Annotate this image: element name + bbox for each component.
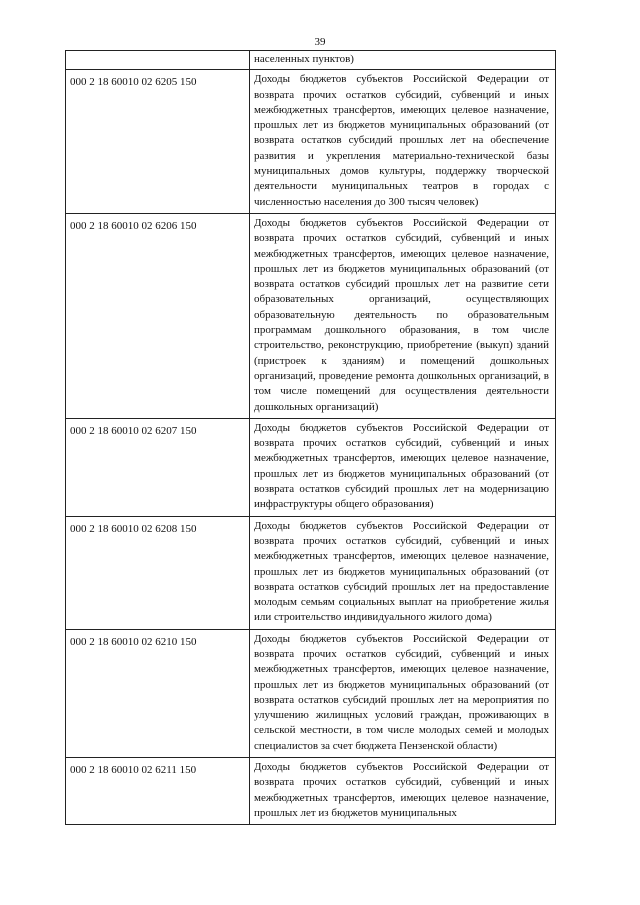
code-cell: 000 2 18 60010 02 6208 150: [66, 516, 250, 629]
code-cell: 000 2 18 60010 02 6207 150: [66, 418, 250, 516]
code-cell: 000 2 18 60010 02 6205 150: [66, 70, 250, 214]
budget-codes-table: [65, 50, 556, 825]
code-cell: [66, 51, 250, 70]
description-cell: Доходы бюджетов субъектов Российской Федерации от возврата прочих остатков субсидий, субвенций и иных межбюджетных трансфертов, имеющих целевое назначение, прошлых лет из бюджетов муниципальных образований (от возврата остатков субсидий прошлых лет на модернизацию инфраструктуры общего образования): [250, 418, 556, 516]
table-row: [66, 516, 556, 629]
description-cell: Доходы бюджетов субъектов Российской Федерации от возврата прочих остатков субсидий, субвенций и иных межбюджетных трансфертов, имеющих целевое назначение, прошлых лет из бюджетов муниципальных образований (от возврата остатков субсидий прошлых лет на обеспечение развития и укрепления материально-технической базы муниципальных домов культуры, поддержку творческой деятельности муниципальных театров в городах с численностью населения до 300 тысяч человек): [250, 70, 556, 214]
description-cell: Доходы бюджетов субъектов Российской Федерации от возврата прочих остатков субсидий, субвенций и иных межбюджетных трансфертов, имеющих целевое назначение, прошлых лет из бюджетов муниципальных образований (от возврата остатков субсидий прошлых лет на предоставление молодым семьям социальных выплат на приобретение жилья или строительство индивидуального жилого дома): [250, 516, 556, 629]
description-cell: населенных пунктов): [250, 51, 556, 70]
code-cell: 000 2 18 60010 02 6206 150: [66, 213, 250, 418]
description-cell: Доходы бюджетов субъектов Российской Федерации от возврата прочих остатков субсидий, субвенций и иных межбюджетных трансфертов, имеющих целевое назначение, прошлых лет из бюджетов муниципальных образований (от возврата остатков субсидий прошлых лет на развитие сети образовательных организаций, осуществляющих образовательную деятельность по образовательным программам дошкольного образования, в том числе строительство, реконструкцию, приобретение (выкуп) зданий (пристроек к зданиям) и помещений дошкольных организаций, проведение ремонта дошкольных организаций, в том числе помещений для осуществления деятельности дошкольных организаций): [250, 213, 556, 418]
description-cell: Доходы бюджетов субъектов Российской Федерации от возврата прочих остатков субсидий, субвенций и иных межбюджетных трансфертов, имеющих целевое назначение, прошлых лет из бюджетов муниципальных: [250, 758, 556, 825]
code-cell: 000 2 18 60010 02 6210 150: [66, 629, 250, 757]
table-row: [66, 70, 556, 214]
code-cell: 000 2 18 60010 02 6211 150: [66, 758, 250, 825]
table-row: [66, 629, 556, 757]
page-number: 39: [314, 36, 326, 48]
table-row: [66, 51, 556, 70]
table-row: [66, 418, 556, 516]
table-row: [66, 758, 556, 825]
table-row: [66, 213, 556, 418]
description-cell: Доходы бюджетов субъектов Российской Федерации от возврата прочих остатков субсидий, субвенций и иных межбюджетных трансфертов, имеющих целевое назначение, прошлых лет из бюджетов муниципальных образований (от возврата остатков субсидий прошлых лет на мероприятия по улучшению жилищных условий граждан, проживающих в сельской местности, в том числе молодых семей и молодых специалистов за счет бюджета Пензенской области): [250, 629, 556, 757]
